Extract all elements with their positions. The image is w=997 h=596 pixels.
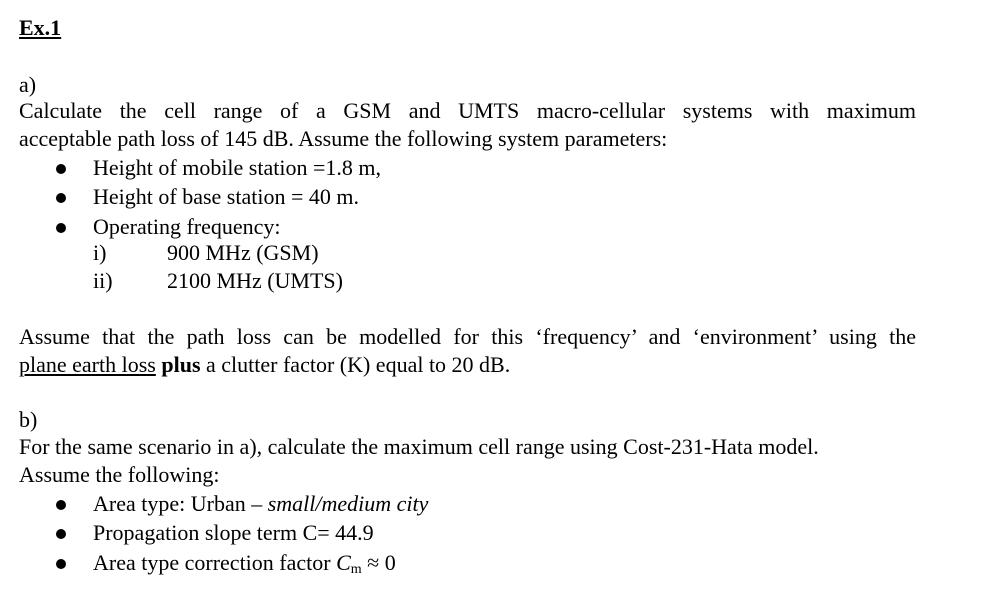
bullet-correction-factor [93, 550, 396, 576]
area-type-italic: small/medium city [267, 491, 429, 516]
bullet-icon [56, 500, 66, 510]
freq-text-umts: 2100 MHz (UMTS) [167, 268, 343, 293]
plus-text: plus [161, 352, 201, 377]
correction-subscript: m [350, 562, 362, 577]
correction-symbol: C [336, 550, 351, 575]
part-b-line1: For the same scenario in a), calculate the maximum cell range using Cost-231-Hata model. [19, 434, 819, 459]
bullet-base-height: Height of base station = 40 m. [93, 184, 359, 209]
freq-label-ii: ii) [93, 268, 113, 293]
correction-suffix: ≈ 0 [361, 550, 396, 575]
bullet-operating-frequency: Operating frequency: [93, 214, 281, 239]
freq-text-gsm: 900 MHz (GSM) [167, 240, 319, 265]
bullet-area-type [93, 491, 428, 517]
bullet-icon [56, 164, 66, 174]
part-a-label: a) [19, 72, 37, 97]
bullet-icon [56, 223, 66, 233]
part-a-intro-line2: acceptable path loss of 145 dB. Assume the following system parameters: [19, 126, 668, 151]
area-type-prefix: Area type: Urban – [93, 491, 268, 516]
clutter-factor-text: a clutter factor (K) equal to 20 dB. [200, 352, 511, 377]
part-b-label: b) [19, 407, 38, 432]
correction-prefix: Area type correction factor [93, 550, 337, 575]
bullet-icon [56, 559, 66, 569]
bullet-slope-term: Propagation slope term C= 44.9 [93, 520, 374, 545]
exercise-title: Ex.1 [19, 15, 62, 40]
part-a-assume-line2 [19, 352, 510, 378]
part-b-line2: Assume the following: [19, 462, 220, 487]
freq-label-i: i) [93, 240, 107, 265]
bullet-icon [56, 529, 66, 539]
part-a-intro-line1: Calculate the cell range of a GSM and UMTS macro-cellular systems with maximum [19, 98, 916, 123]
bullet-mobile-height: Height of mobile station =1.8 m, [93, 155, 381, 180]
bullet-icon [56, 193, 66, 203]
part-a-assume-line1: Assume that the path loss can be modelled for this ‘frequency’ and ‘environment’ using the [19, 324, 916, 349]
plane-earth-loss-text: plane earth loss [19, 352, 156, 377]
